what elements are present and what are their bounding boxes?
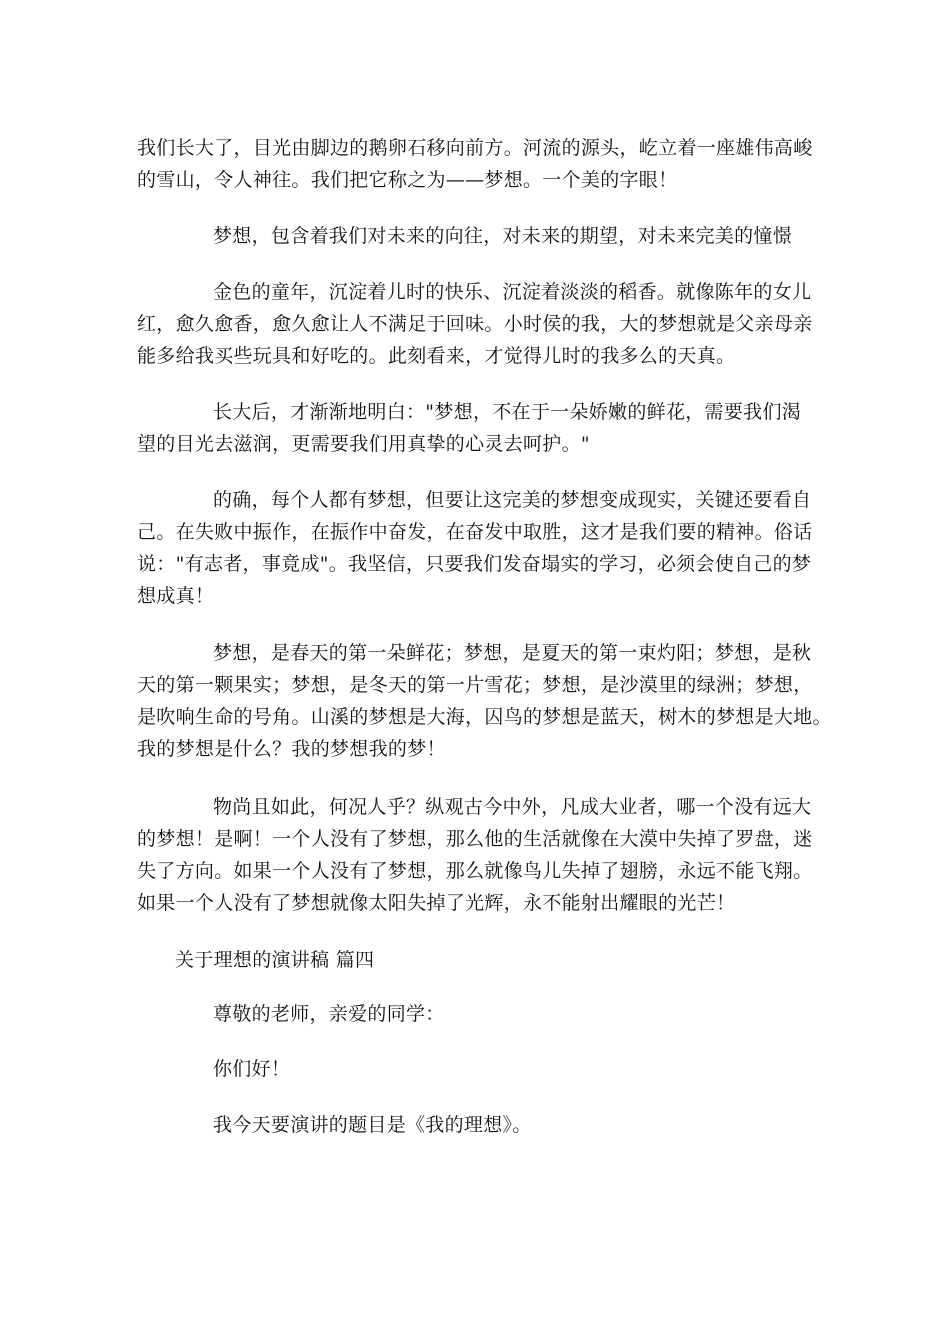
text-line: 望的目光去滋润，更需要我们用真挚的心灵去呵护。" — [137, 433, 590, 455]
paragraph-7 — [137, 791, 817, 919]
text-line: 梦想，是春天的第一朵鲜花；梦想，是夏天的第一束灼阳；梦想，是秋 — [213, 642, 812, 664]
text-line: 想成真！ — [137, 585, 215, 607]
paragraph-3 — [137, 276, 817, 372]
text-line: 天的第一颗果实；梦想，是冬天的第一片雪花；梦想，是沙漠里的绿洲；梦想， — [137, 674, 813, 696]
text-line: 我今天要演讲的题目是《我的理想》。 — [213, 1114, 532, 1136]
text-line: 你们好！ — [213, 1058, 291, 1080]
text-line: 我的梦想是什么？我的梦想我的梦！ — [137, 738, 446, 760]
text-line: 如果一个人没有了梦想就像太阳失掉了光辉，永不能射出耀眼的光芒！ — [137, 892, 736, 914]
paragraph-5 — [137, 484, 817, 612]
text-line: 尊敬的老师，亲爱的同学： — [213, 1003, 445, 1025]
text-line: 的雪山，令人神往。我们把它称之为——梦想。一个美的字眼！ — [137, 169, 678, 191]
text-line: 我们长大了，目光由脚边的鹅卵石移向前方。河流的源头，屹立着一座雄伟高峻 — [137, 137, 813, 159]
text-line: 的确，每个人都有梦想，但要让这完美的梦想变成现实，关键还要看自 — [213, 489, 812, 511]
text-line: 金色的童年，沉淀着儿时的快乐、沉淀着淡淡的稻香。就像陈年的女儿 — [213, 281, 812, 303]
text-line: 失了方向。如果一个人没有了梦想，那么就像鸟儿失掉了翅膀，永远不能飞翔。 — [137, 860, 813, 882]
text-line: 能多给我买些玩具和好吃的。此刻看来，才觉得儿时的我多么的天真。 — [137, 345, 736, 367]
text-line: 物尚且如此，何况人乎？纵观古今中外，凡成大业者，哪一个没有远大 — [213, 796, 812, 818]
section-heading: 关于理想的演讲稿 篇四 — [175, 949, 375, 971]
paragraph-4 — [137, 396, 817, 460]
text-line: 长大后，才渐渐地明白："梦想，不在于一朵娇嫩的鲜花，需要我们渴 — [213, 401, 802, 423]
paragraph-1 — [137, 132, 817, 196]
text-line: 梦想，包含着我们对未来的向往，对未来的期望，对未来完美的憧憬 — [213, 225, 793, 247]
greeting-line — [137, 998, 817, 1030]
topic-line — [137, 1109, 817, 1141]
text-line: 是吹响生命的号角。山溪的梦想是大海，囚鸟的梦想是蓝天，树木的梦想是大地。 — [137, 706, 832, 728]
text-line: 己。在失败中振作，在振作中奋发，在奋发中取胜，这才是我们要的精神。俗话 — [137, 521, 813, 543]
text-line: 说："有志者，事竟成"。我坚信，只要我们发奋塌实的学习，必须会使自己的梦 — [137, 553, 812, 575]
text-line: 红，愈久愈香，愈久愈让人不满足于回味。小时侯的我，大的梦想就是父亲母亲 — [137, 313, 813, 335]
paragraph-2 — [137, 220, 817, 252]
text-line: 的梦想！是啊！一个人没有了梦想，那么他的生活就像在大漠中失掉了罗盘，迷 — [137, 828, 813, 850]
paragraph-6 — [137, 637, 832, 765]
hello-line — [137, 1053, 817, 1085]
